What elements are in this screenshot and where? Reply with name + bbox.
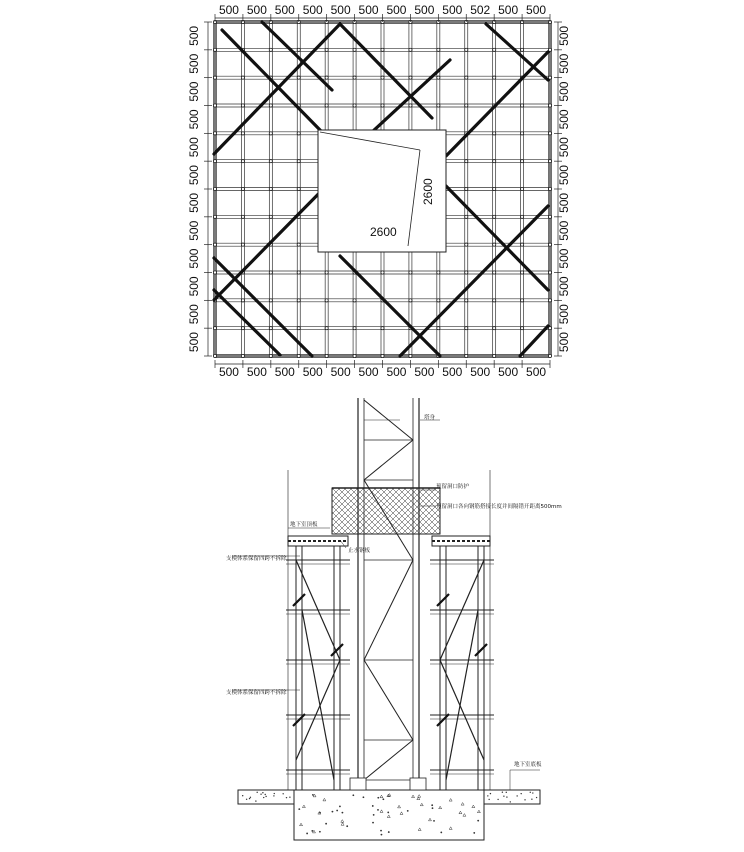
section-view <box>226 398 562 840</box>
grid-node <box>269 48 272 51</box>
dimension-label: 500 <box>358 3 379 17</box>
grid-node <box>409 104 412 107</box>
grid-node <box>241 104 244 107</box>
label-roof-slab: 地下室顶板 <box>290 522 318 528</box>
grid-node <box>520 132 523 135</box>
basement-roof-slab <box>288 536 490 546</box>
dimension-label: 500 <box>187 332 201 353</box>
grid-node <box>465 271 468 274</box>
grid-node <box>465 187 468 190</box>
dimension-label: 500 <box>302 3 323 17</box>
brace-line <box>520 326 548 356</box>
grid-node <box>465 299 468 302</box>
mast-lacing <box>364 400 413 780</box>
brace-line <box>486 24 548 80</box>
dimension-label: 500 <box>557 53 571 74</box>
grid-node <box>520 215 523 218</box>
grid-node <box>353 76 356 79</box>
grid-node <box>325 354 328 357</box>
dimension-label: 500 <box>557 276 571 297</box>
grid-node <box>548 271 551 274</box>
dimension-label: 500 <box>187 53 201 74</box>
grid-node <box>297 243 300 246</box>
grid-node <box>241 132 244 135</box>
section-labels <box>226 413 562 790</box>
grid-node <box>325 76 328 79</box>
grid-node <box>241 354 244 357</box>
dimension-label: 500 <box>470 365 491 379</box>
grid-node <box>297 327 300 330</box>
tower-mast <box>358 398 419 790</box>
dimension-label: 500 <box>498 365 519 379</box>
label-waterstop: 止水钢板 <box>348 548 371 554</box>
grid-node <box>241 299 244 302</box>
grid-node <box>409 271 412 274</box>
grid-node <box>493 132 496 135</box>
dimension-label: 500 <box>330 3 351 17</box>
grid-node <box>325 48 328 51</box>
grid-node <box>269 160 272 163</box>
grid-node <box>437 104 440 107</box>
dimension-label: 500 <box>187 165 201 186</box>
grid-node <box>548 104 551 107</box>
grid-node <box>409 76 412 79</box>
grid-node <box>381 271 384 274</box>
grid-node <box>493 215 496 218</box>
grid-node <box>520 299 523 302</box>
dimension-label: 500 <box>557 25 571 46</box>
grid-node <box>548 187 551 190</box>
grid-node <box>269 271 272 274</box>
grid-node <box>241 215 244 218</box>
opening-width-label: 2600 <box>370 225 397 239</box>
bottom-dimension-chain <box>215 360 550 379</box>
grid-node <box>465 327 468 330</box>
grid-node <box>465 160 468 163</box>
anchor-right <box>410 778 426 790</box>
dimension-label: 500 <box>218 365 239 379</box>
grid-node <box>325 271 328 274</box>
scaffold-plan-view <box>187 3 571 379</box>
grid-node <box>297 76 300 79</box>
dimension-label: 500 <box>557 109 571 130</box>
grid-node <box>213 271 216 274</box>
grid-node <box>548 299 551 302</box>
reserved-opening <box>318 130 446 252</box>
dimension-label: 500 <box>557 304 571 325</box>
grid-node <box>269 354 272 357</box>
label-support-2: 支模体系保留四跨不拆除 <box>226 690 287 696</box>
grid-node <box>437 299 440 302</box>
grid-node <box>297 271 300 274</box>
grid-node <box>493 76 496 79</box>
grid-node <box>465 104 468 107</box>
grid-node <box>548 215 551 218</box>
grid-node <box>465 215 468 218</box>
dimension-label: 500 <box>246 3 267 17</box>
grid-node <box>241 76 244 79</box>
grid-node <box>325 327 328 330</box>
grid-node <box>520 187 523 190</box>
grid-node <box>269 299 272 302</box>
dimension-label: 500 <box>187 25 201 46</box>
dimension-label: 500 <box>557 81 571 102</box>
grid-node <box>213 132 216 135</box>
label-tower: 塔身 <box>424 415 436 421</box>
grid-node <box>548 243 551 246</box>
left-dimension-chain <box>187 22 212 356</box>
dimension-label: 500 <box>386 3 407 17</box>
dimension-label: 500 <box>187 220 201 241</box>
grid-node <box>213 48 216 51</box>
grid-node <box>269 132 272 135</box>
grid-node <box>437 327 440 330</box>
grid-node <box>353 354 356 357</box>
grid-node <box>241 187 244 190</box>
grid-node <box>409 48 412 51</box>
dimension-label: 500 <box>557 332 571 353</box>
dimension-label: 500 <box>218 3 239 17</box>
grid-node <box>297 354 300 357</box>
grid-node <box>353 48 356 51</box>
dimension-label: 500 <box>187 192 201 213</box>
grid-node <box>381 354 384 357</box>
top-dimension-chain <box>215 3 550 22</box>
grid-node <box>353 299 356 302</box>
grid-node <box>465 48 468 51</box>
dimension-label: 500 <box>246 365 267 379</box>
dimension-label: 500 <box>526 365 547 379</box>
grid-node <box>409 299 412 302</box>
protection-mesh <box>332 488 440 534</box>
grid-node <box>325 104 328 107</box>
dimension-label: 500 <box>187 109 201 130</box>
label-rebar: 预留洞口各向钢筋搭接长度并间隔错开距离500mm <box>436 504 562 510</box>
dimension-label: 500 <box>187 137 201 158</box>
grid-node <box>297 48 300 51</box>
grid-node <box>213 215 216 218</box>
dimension-label: 500 <box>274 365 295 379</box>
grid-node <box>520 327 523 330</box>
grid-node <box>353 327 356 330</box>
grid-node <box>548 354 551 357</box>
dimension-label: 500 <box>330 365 351 379</box>
grid-node <box>493 160 496 163</box>
grid-node <box>493 271 496 274</box>
dimension-label: 500 <box>414 3 435 17</box>
grid-node <box>213 76 216 79</box>
dimension-label: 500 <box>187 276 201 297</box>
dimension-label: 500 <box>557 165 571 186</box>
grid-node <box>548 160 551 163</box>
label-base-slab: 地下室底板 <box>514 762 542 768</box>
grid-node <box>297 160 300 163</box>
grid-node <box>493 243 496 246</box>
grid-node <box>437 76 440 79</box>
right-dimension-chain <box>554 22 571 356</box>
dimension-label: 500 <box>526 3 547 17</box>
grid-node <box>297 299 300 302</box>
grid-node <box>548 132 551 135</box>
grid-node <box>520 271 523 274</box>
grid-node <box>297 132 300 135</box>
dimension-label: 500 <box>187 81 201 102</box>
dimension-label: 500 <box>557 192 571 213</box>
dimension-label: 500 <box>557 137 571 158</box>
dimension-label: 500 <box>557 248 571 269</box>
grid-node <box>465 354 468 357</box>
grid-node <box>269 327 272 330</box>
grid-node <box>493 48 496 51</box>
label-support-1: 支模体系保留四跨不拆除 <box>226 556 287 562</box>
grid-node <box>520 104 523 107</box>
dimension-label: 500 <box>442 365 463 379</box>
opening-protection-box <box>332 488 440 534</box>
grid-node <box>213 160 216 163</box>
grid-node <box>381 327 384 330</box>
brace-line <box>446 186 548 290</box>
grid-node <box>520 243 523 246</box>
grid-node <box>381 48 384 51</box>
grid-node <box>213 104 216 107</box>
opening-height-label: 2600 <box>421 178 435 205</box>
anchor-left <box>350 778 366 790</box>
base-slab-right <box>484 790 540 804</box>
dimension-label: 500 <box>414 365 435 379</box>
grid-node <box>493 354 496 357</box>
dimension-label: 500 <box>557 220 571 241</box>
grid-node <box>325 299 328 302</box>
grid-node <box>241 160 244 163</box>
grid-node <box>381 104 384 107</box>
grid-node <box>213 327 216 330</box>
dimension-label: 500 <box>386 365 407 379</box>
grid-node <box>269 215 272 218</box>
grid-node <box>269 104 272 107</box>
dimension-label: 500 <box>302 365 323 379</box>
dimension-label: 500 <box>187 248 201 269</box>
grid-node <box>241 327 244 330</box>
right-support-frame <box>430 546 494 790</box>
grid-node <box>353 104 356 107</box>
grid-node <box>213 187 216 190</box>
foundation <box>238 778 540 840</box>
grid-node <box>409 354 412 357</box>
grid-node <box>493 187 496 190</box>
dimension-label: 500 <box>274 3 295 17</box>
grid-node <box>269 187 272 190</box>
grid-node <box>493 327 496 330</box>
grid-node <box>213 243 216 246</box>
grid-node <box>465 76 468 79</box>
grid-node <box>520 160 523 163</box>
grid-node <box>465 243 468 246</box>
grid-node <box>437 48 440 51</box>
grid-node <box>437 271 440 274</box>
grid-node <box>381 76 384 79</box>
dimension-label: 500 <box>187 304 201 325</box>
dimension-label: 500 <box>498 3 519 17</box>
dimension-label: 500 <box>442 3 463 17</box>
label-protection: 预留洞口防护 <box>436 484 470 490</box>
grid-node <box>241 243 244 246</box>
grid-node <box>213 354 216 357</box>
grid-node <box>297 187 300 190</box>
grid-node <box>520 48 523 51</box>
grid-node <box>493 299 496 302</box>
dimension-label: 500 <box>358 365 379 379</box>
dimension-label: 502 <box>470 3 491 17</box>
left-support-frame <box>286 546 350 790</box>
